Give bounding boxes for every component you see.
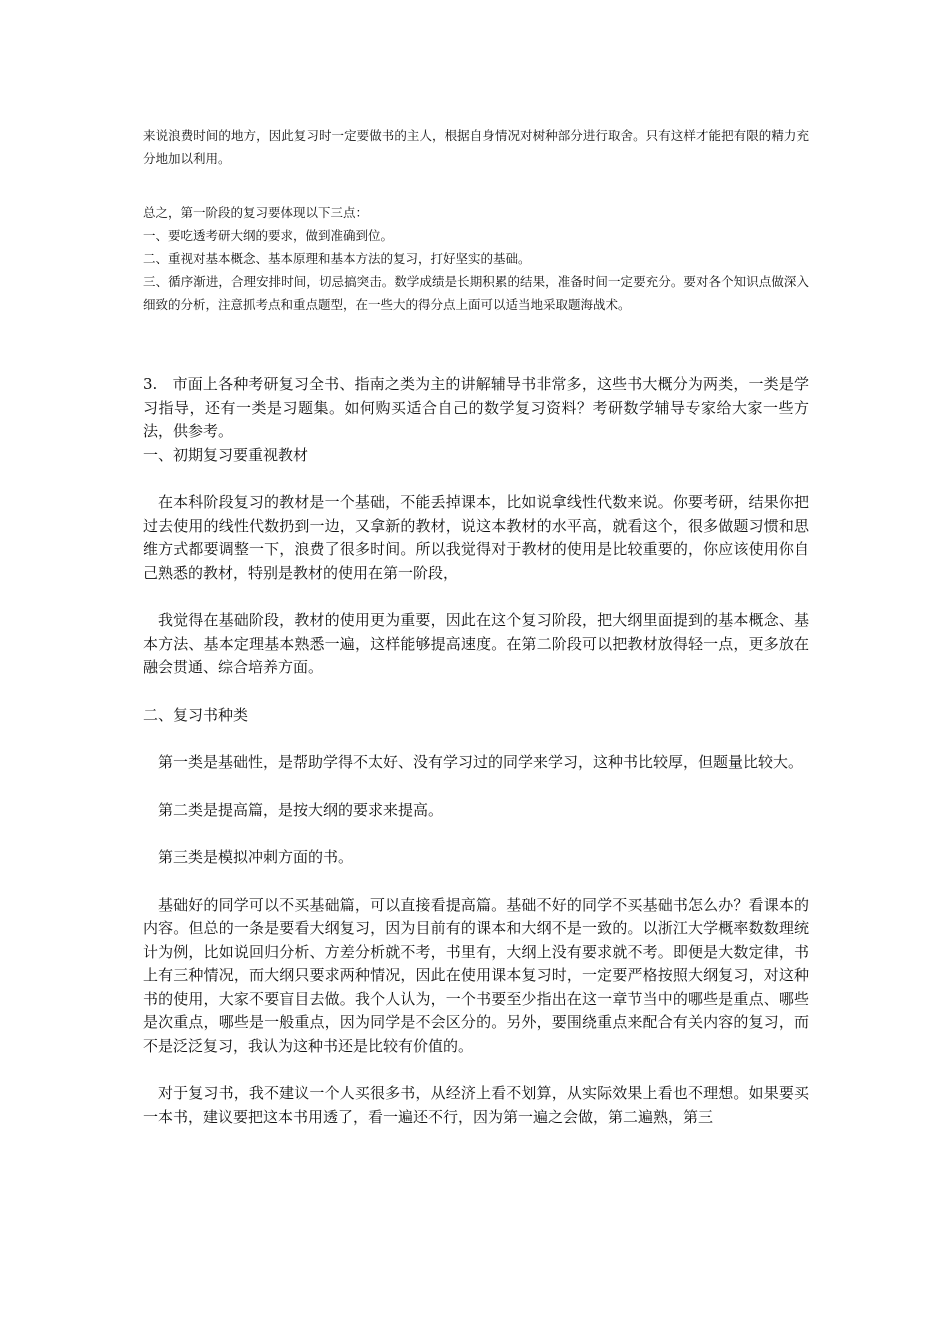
section-3	[143, 373, 809, 1129]
paragraph-type-2: 第二类是提高篇，是按大纲的要求来提高。	[158, 800, 444, 819]
intro-section	[143, 124, 809, 170]
heading-book-types: 二、复习书种类	[143, 705, 249, 724]
summary-point-2: 二、重视对基本概念、基本原理和基本方法的复习，打好坚实的基础。	[143, 251, 531, 266]
summary-section	[143, 201, 809, 316]
paragraph-type-3: 第三类是模拟冲刺方面的书。	[158, 848, 354, 866]
paragraph-syllabus-review: 基础好的同学可以不买基础篇，可以直接看提高篇。基础不好的同学不买基础书怎么办？看课本的内容。但总的一条是要看大纲复习，因为目前有的课本和大纲不是一致的。以浙江大学概率数数理统计为例，比如说回归分析、方差分析就不考，书里有，大纲上没有要求就不考。即便是大数定律，书上有三种情况，而大纲只要求两种情况，因此在使用课本复习时，一定要严格按照大纲复习，对这种书的使用，大家不要盲目去做。我个人认为，一个书要至少指出在这一章节当中的哪些是重点、哪些是次重点，哪些是一般重点，因为同学是不会区分的。另外，要围绕重点来配合有关内容的复习，而不是泛泛复习，我认为这种书还是比较有价值的。	[143, 895, 809, 1055]
intro-paragraph: 来说浪费时间的地方，因此复习时一定要做书的主人，根据自身情况对树种部分进行取舍。只有这样才能把有限的精力充分地加以利用。	[143, 128, 809, 166]
heading-textbooks: 一、初期复习要重视教材	[143, 445, 309, 464]
paragraph-textbook-basis: 在本科阶段复习的教材是一个基础，不能丢掉课本，比如说拿线性代数来说。你要考研，结果你把过去使用的线性代数扔到一边，又拿新的教材，说这本教材的水平高，就看这个，很多做题习惯和思维方式都要调整一下，浪费了很多时间。所以我觉得对于教材的使用是比较重要的，你应该使用你自己熟悉的教材，特别是教材的使用在第一阶段，	[143, 493, 809, 582]
summary-point-3: 三、循序渐进，合理安排时间，切忌搞突击。数学成绩是长期积累的结果，准备时间一定要充分。要对各个知识点做深入细致的分析，注意抓考点和重点题型，在一些大的得分点上面可以适当地采取题海战术。	[143, 274, 809, 312]
summary-point-1: 一、要吃透考研大纲的要求，做到准确到位。	[143, 228, 394, 243]
paragraph-type-1: 第一类是基础性，是帮助学得不太好、没有学习过的同学来学习，这种书比较厚，但题量比较大。	[158, 753, 804, 771]
section-3-intro: 3. 市面上各种考研复习全书、指南之类为主的讲解辅导书非常多，这些书大概分为两类，一类是学习指导，还有一类是习题集。如何购买适合自己的数学复习资料？考研数学辅导专家给大家一些方法，供参考。	[143, 375, 809, 440]
summary-lead: 总之，第一阶段的复习要体现以下三点：	[143, 205, 369, 220]
paragraph-book-advice: 对于复习书，我不建议一个人买很多书，从经济上看不划算，从实际效果上看也不理想。如果要买一本书，建议要把这本书用透了，看一遍还不行，因为第一遍之会做，第二遍熟，第三	[143, 1084, 809, 1126]
paragraph-basic-stage: 我觉得在基础阶段，教材的使用更为重要，因此在这个复习阶段，把大纲里面提到的基本概念、基本方法、基本定理基本熟悉一遍，这样能够提高速度。在第二阶段可以把教材放得轻一点，更多放在融会贯通、综合培养方面。	[143, 611, 809, 676]
